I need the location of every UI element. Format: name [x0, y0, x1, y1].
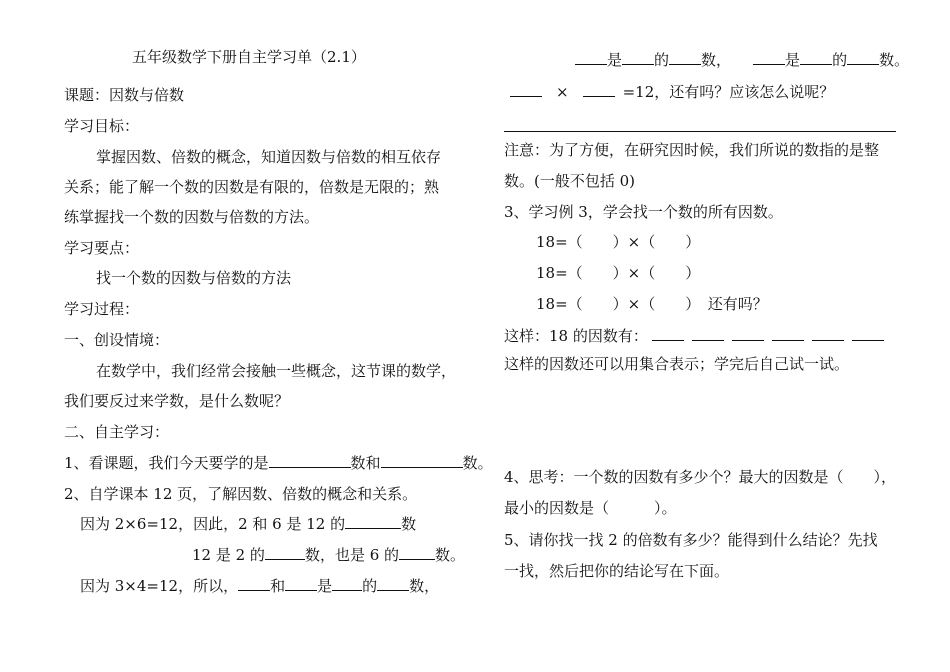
- blank-field[interactable]: [692, 326, 724, 341]
- item4-line-1: 4、思考：一个数的因数有多少个？最大的因数是（ ），: [504, 468, 897, 486]
- r1-d: 是: [785, 51, 801, 69]
- blank-field[interactable]: [583, 82, 615, 97]
- section1-heading: 一、创设情境：: [64, 331, 170, 349]
- blank-field[interactable]: [345, 514, 401, 529]
- because2-line: [80, 576, 439, 596]
- goals-text-2: 关系；能了解一个数的因数是有限的，倍数是无限的；熟: [64, 178, 440, 196]
- page-title: 五年级数学下册自主学习单（2.1）: [132, 48, 366, 66]
- blank-field[interactable]: [852, 326, 884, 341]
- key-text: 找一个数的因数与倍数的方法: [96, 269, 292, 287]
- blank-field[interactable]: [285, 576, 317, 591]
- blank-field[interactable]: [575, 50, 607, 65]
- blank-field[interactable]: [622, 50, 654, 65]
- because1-line: [80, 514, 416, 534]
- item4-line-2: 最小的因数是（ ）。: [504, 499, 677, 517]
- because1-text-a: 因为 2×6=12，因此，2 和 6 是 12 的: [80, 515, 346, 533]
- item3-line: 3、学习例 3，学会找一个数的所有因数。: [504, 203, 783, 221]
- because1-cont-c: 数。: [435, 546, 466, 564]
- blank-field[interactable]: [332, 576, 362, 591]
- section2-heading: 二、自主学习：: [64, 423, 170, 441]
- r2-text: =12，还有吗？应该怎么说呢？: [622, 83, 835, 101]
- topic-line: 课题：因数与倍数: [64, 86, 185, 104]
- r1-e: 的: [832, 51, 848, 69]
- because2-text-b: 和: [270, 577, 286, 595]
- because2-text-a: 因为 3×4=12，所以，: [80, 577, 239, 595]
- goals-heading: 学习目标：: [64, 117, 140, 135]
- blank-field[interactable]: [265, 545, 305, 560]
- r1-c: 数，: [701, 51, 732, 69]
- blank-field[interactable]: [772, 326, 804, 341]
- blank-field[interactable]: [652, 326, 684, 341]
- equation-2: 18=（ ）×（ ）: [536, 264, 701, 282]
- set-line: 这样的因数还可以用集合表示；学完后自己试一试。: [504, 355, 850, 373]
- r1-f: 数。: [879, 51, 910, 69]
- because1-cont-a: 12 是 2 的: [192, 546, 265, 564]
- blank-field[interactable]: [269, 453, 351, 468]
- r1-b: 的: [654, 51, 670, 69]
- blank-field[interactable]: [510, 82, 542, 97]
- note-line-2: 数。(一般不包括 0): [504, 172, 636, 190]
- item2-line: 2、自学课本 12 页，了解因数、倍数的概念和关系。: [64, 485, 418, 503]
- blank-field[interactable]: [732, 326, 764, 341]
- blank-field[interactable]: [753, 50, 785, 65]
- times-symbol: ×: [556, 83, 569, 101]
- blank-field[interactable]: [812, 326, 844, 341]
- blank-field[interactable]: [381, 453, 463, 468]
- process-heading: 学习过程：: [64, 300, 140, 318]
- item1-text-b: 数和: [350, 454, 381, 472]
- right-line-2: [510, 82, 834, 102]
- equation-1: 18=（ ）×（ ）: [536, 233, 701, 251]
- factors-line: [504, 326, 884, 346]
- section1-text-1: 在数学中，我们经常会接触一些概念，这节课的数学，: [96, 362, 457, 380]
- blank-field[interactable]: [669, 50, 701, 65]
- section1-text-2: 我们要反过来学数，是什么数呢？: [64, 392, 290, 410]
- equation-3: 18=（ ）×（ ） 还有吗？: [536, 295, 768, 313]
- because2-text-c: 是: [317, 577, 333, 595]
- because2-text-e: 数，: [409, 577, 440, 595]
- item1-line: [64, 453, 493, 473]
- factors-label: 这样：18 的因数有：: [504, 327, 648, 345]
- goals-text-1: 掌握因数、倍数的概念，知道因数与倍数的相互依存: [96, 148, 442, 166]
- blank-field[interactable]: [238, 576, 270, 591]
- because1-cont-line: [192, 545, 465, 565]
- blank-field[interactable]: [377, 576, 409, 591]
- because2-text-d: 的: [362, 577, 378, 595]
- item1-text-c: 数。: [462, 454, 493, 472]
- goals-text-3: 练掌握找一个数的因数与倍数的方法。: [64, 208, 320, 226]
- because1-cont-b: 数，也是 6 的: [304, 546, 400, 564]
- r1-a: 是: [607, 51, 623, 69]
- right-line-1: [575, 50, 909, 70]
- blank-field[interactable]: [399, 545, 435, 560]
- item1-text-a: 1、看课题，我们今天要学的是: [64, 454, 269, 472]
- key-heading: 学习要点：: [64, 239, 140, 257]
- item5-line-2: 一找，然后把你的结论写在下面。: [504, 562, 730, 580]
- answer-line[interactable]: [504, 131, 896, 132]
- item5-line-1: 5、请你找一找 2 的倍数有多少？能得到什么结论？先找: [504, 531, 878, 549]
- blank-field[interactable]: [847, 50, 879, 65]
- blank-field[interactable]: [800, 50, 832, 65]
- note-line-1: 注意：为了方便，在研究因时候，我们所说的数指的是整: [504, 141, 880, 159]
- because1-text-b: 数: [401, 515, 417, 533]
